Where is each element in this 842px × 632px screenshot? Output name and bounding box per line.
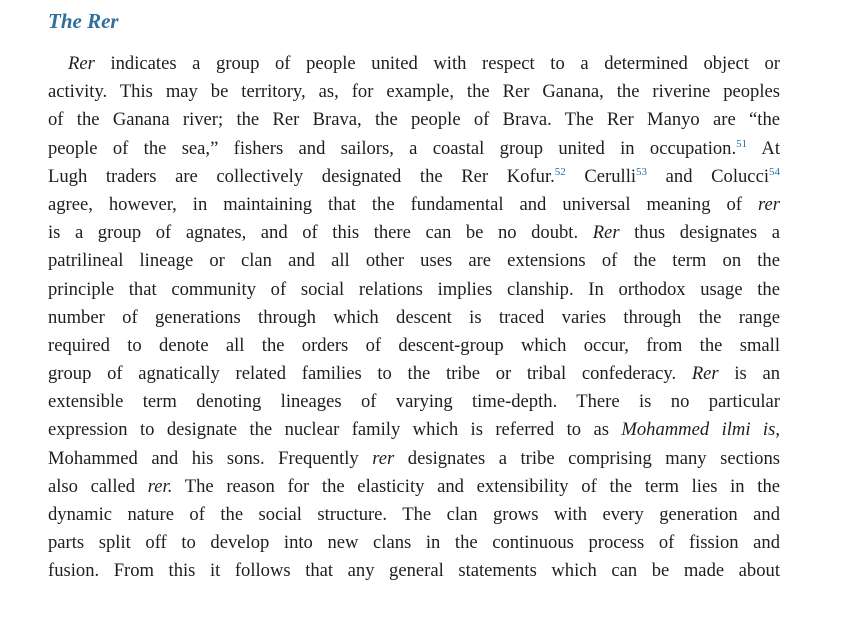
text-line [48,332,780,360]
text-line [48,163,780,191]
text-segment: patrilineal lineage or clan and all other uses are extensions of the term on the [48,250,780,272]
italic-text: rer [757,193,780,215]
text-segment: fusion. From this it follows that any general statements which can be made about [48,560,780,582]
footnote-marker[interactable]: 53 [636,165,648,178]
text-segment: dynamic nature of the social structure. The clan grows with every generation and [48,504,780,525]
text-segment: The reason for the elasticity and extensibility of the term lies in the [172,475,780,497]
text-line [48,304,780,332]
italic-text: Mohammed ilmi is [621,419,776,441]
text-segment: group of agnatically related families to the tribe or tribal confederacy. [48,363,692,385]
text-line [48,501,780,529]
text-segment: activity. This may be territory, as, for example, the Rer Ganana, the riverine peoples [48,81,780,103]
text-line [48,445,780,473]
text-segment: and Colucci [647,165,769,187]
text-segment: is a group of agnates, and of this there can be no doubt. [48,222,593,244]
text-segment: parts split off to develop into new clans in the continuous process of fission and [48,532,780,554]
text-segment: At [747,137,780,159]
text-segment: Mohammed and his sons. Frequently [48,447,373,469]
text-segment: Cerulli [565,165,637,187]
text-line [48,360,780,388]
text-line [48,191,780,219]
text-line [48,388,780,416]
text-line [48,78,780,106]
text-segment: Lugh traders are collectively designated the Rer Kofur. [48,165,555,187]
body-paragraph [48,50,780,586]
section-heading: The Rer [48,9,119,33]
text-line [48,106,780,134]
text-segment: thus designates a [619,222,780,244]
text-line [48,529,780,557]
text-line [48,247,780,275]
footnote-marker[interactable]: 52 [554,165,566,178]
text-segment: principle that community of social relations implies clanship. In orthodox usage the [48,278,780,300]
text-segment: required to denote all the orders of descent-group which occur, from the small [48,334,780,356]
footnote-marker[interactable]: 54 [768,165,780,178]
italic-text: Rer [592,222,620,244]
text-segment: extensible term denoting lineages of varying time-depth. There is no particular [48,391,780,413]
text-segment: of the Ganana river; the Rer Brava, the people of Brava. The Rer Manyo are “the [48,109,780,131]
text-segment: also called [48,475,148,497]
text-segment: indicates a group of people united with respect to a determined object or [94,53,780,74]
text-line [48,135,780,163]
text-segment: expression to designate the nuclear family which is referred to as [48,419,622,441]
text-segment: people of the sea,” fishers and sailors, a coastal group united in occupation. [48,137,737,159]
text-line [48,276,780,304]
italic-text: Rer [691,363,719,385]
text-line [48,50,780,78]
document-page [48,6,780,586]
italic-text: rer. [147,475,173,497]
text-segment: agree, however, in maintaining that the fundamental and universal meaning of [48,193,758,215]
text-line [48,219,780,247]
text-line [48,473,780,501]
text-line [48,557,780,585]
text-line [48,416,780,444]
italic-text: rer [372,447,395,469]
footnote-marker[interactable]: 51 [736,137,748,150]
text-segment: designates a tribe comprising many sections [394,447,780,469]
text-segment: number of generations through which descent is traced varies through the range [48,306,780,328]
text-segment: is an [718,363,780,385]
text-segment: , [775,419,780,441]
italic-text: Rer [68,53,95,74]
